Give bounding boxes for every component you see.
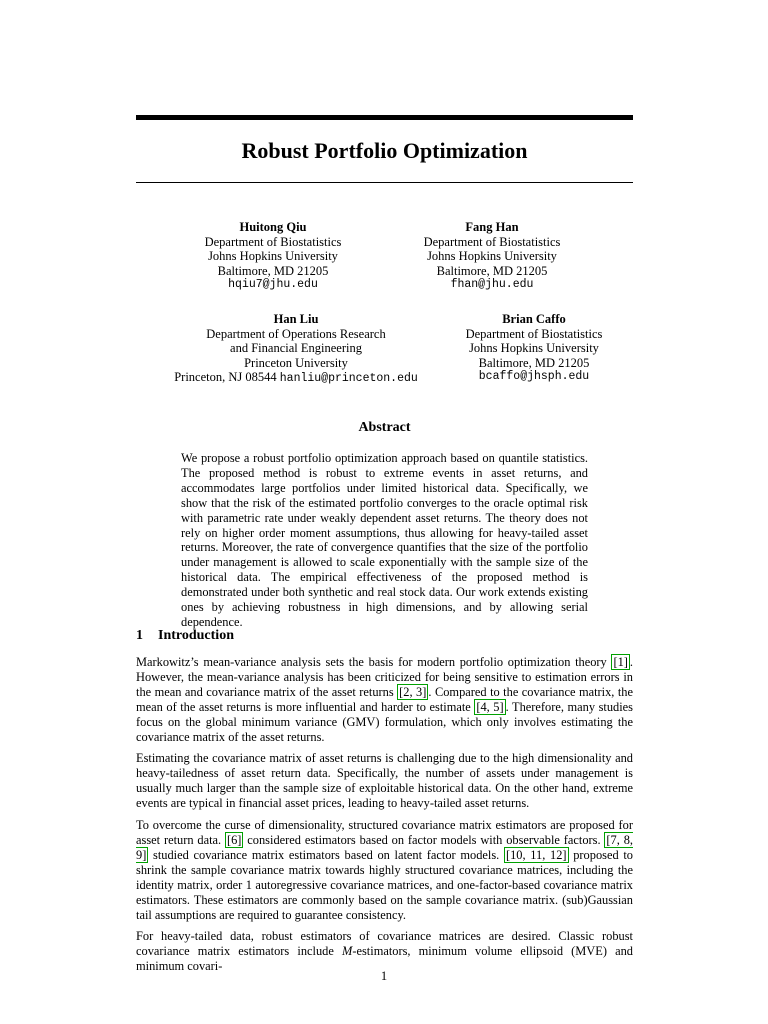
paper-title: Robust Portfolio Optimization <box>241 138 528 163</box>
abstract-heading: Abstract <box>358 420 411 435</box>
citation-link[interactable]: [4, 5] <box>476 699 504 714</box>
section-title: Introduction <box>158 628 234 643</box>
text-run: -estimators, minimum volume ellipsoid (MVE) and minimum covari- <box>136 944 633 974</box>
paragraph-2: Estimating the covariance matrix of asset returns is challenging due to the high dimensionality and heavy-tailedness of asset return data. Specifically, the number of assets under management is usually much larger than the sample size of exploitable historical data. On the other hand, extreme events are typical in financial asset prices, leading to heavy-tailed asset returns. <box>136 751 633 811</box>
text-run: . Therefore, many studies focus on the global minimum variance (GMV) formulation, which only involves estimating the covariance matrix of the asset returns. <box>136 699 633 744</box>
title-bottom-rule <box>136 182 633 183</box>
author-institution: Princeton University <box>244 355 348 370</box>
page-number: 1 <box>380 969 388 983</box>
text-run: considered estimators based on factor models with observable factors. <box>243 832 605 847</box>
text-run: Markowitz’s mean-variance analysis sets the basis for modern portfolio optimization theory <box>136 655 612 669</box>
author-email[interactable]: hanliu@princeton.edu <box>279 372 418 385</box>
author-block-caffo <box>455 312 613 385</box>
author-address: Princeton, NJ 08544 <box>174 370 277 384</box>
author-institution: Johns Hopkins University <box>469 341 599 355</box>
author-email[interactable]: bcaffo@jhsph.edu <box>478 370 590 383</box>
author-department: Department of Operations Research <box>206 326 386 341</box>
abstract-text: We propose a robust portfolio optimization approach based on quantile statistics. The proposed method is robust to extreme events in asset returns, and accommodates large portfolios under limited historical data. Specifically, we show that the risk of the estimated portfolio converges to the oracle optimal risk with parametric rate under weakly dependent asset returns. The theory does not rely on higher order moment assumptions, thus allowing for heavy-tailed asset returns. Moreover, the rate of convergence quantifies that the size of the portfolio under management is allowed to scale exponentially with the sample size of the historical data. The empirical effectiveness of the proposed method is demonstrated under both synthetic and real stock data. Our work extends existing ones by achieving robustness in high dimensions, and by allowing serial dependence. <box>181 451 588 629</box>
author-department: Department of Biostatistics <box>423 234 561 249</box>
author-address: Baltimore, MD 21205 <box>217 263 329 278</box>
author-institution: Johns Hopkins University <box>427 249 557 263</box>
author-name: Fang Han <box>465 220 519 234</box>
paragraph-3 <box>136 818 633 922</box>
author-address: Baltimore, MD 21205 <box>478 355 590 370</box>
author-block-qiu <box>196 220 350 293</box>
citation-link[interactable]: [2, 3] <box>399 684 427 699</box>
paragraph-4 <box>136 929 633 974</box>
author-institution: Johns Hopkins University <box>208 249 338 263</box>
author-block-liu <box>160 312 432 387</box>
text-run: . Compared to the covariance matrix, the mean of the asset returns is more influential and harder to estimate <box>136 684 634 714</box>
text-run: To overcome the curse of dimensionality, structured covariance matrix estimators are proposed for asset return data. <box>136 818 633 847</box>
title-top-rule <box>136 115 633 120</box>
citation-link[interactable]: [6] <box>226 832 242 847</box>
section-number: 1 <box>136 628 143 643</box>
author-department: Department of Biostatistics <box>204 234 342 249</box>
paragraph-1 <box>136 655 633 744</box>
author-block-han <box>418 220 566 293</box>
author-email[interactable]: hqiu7@jhu.edu <box>228 278 318 291</box>
citation-link[interactable]: [1] <box>613 655 628 669</box>
citation-link[interactable]: [7, 8, 9] <box>136 832 633 862</box>
body-text <box>136 655 633 981</box>
author-email[interactable]: fhan@jhu.edu <box>450 278 534 291</box>
math-variable: M <box>342 944 353 959</box>
author-name: Huitong Qiu <box>239 220 307 234</box>
text-run: proposed to shrink the sample covariance matrix towards highly structured covariance matrices, including the identity matrix, order 1 autoregressive covariance matrices, and one-factor-based covariance matrix estimators. These estimators are commonly based on the sample covariance matrix. (sub)Gaussian tail assumptions are required to guarantee consistency. <box>136 847 633 922</box>
author-name: Brian Caffo <box>502 312 566 326</box>
author-department-line2: and Financial Engineering <box>230 341 362 355</box>
text-run: . However, the mean-variance analysis has been criticized for being sensitive to estimation errors in the mean and covariance matrix of the asset returns <box>136 655 633 699</box>
author-name: Han Liu <box>273 312 319 326</box>
text-run: For heavy-tailed data, robust estimators of covariance matrices are desired. Classic robust covariance matrix estimators include <box>136 929 633 959</box>
section-heading <box>136 628 234 644</box>
author-department: Department of Biostatistics <box>465 326 603 341</box>
text-run: studied covariance matrix estimators based on latent factor models. <box>148 847 504 862</box>
citation-link[interactable]: [10, 11, 12] <box>505 847 567 862</box>
author-address: Baltimore, MD 21205 <box>436 263 548 278</box>
